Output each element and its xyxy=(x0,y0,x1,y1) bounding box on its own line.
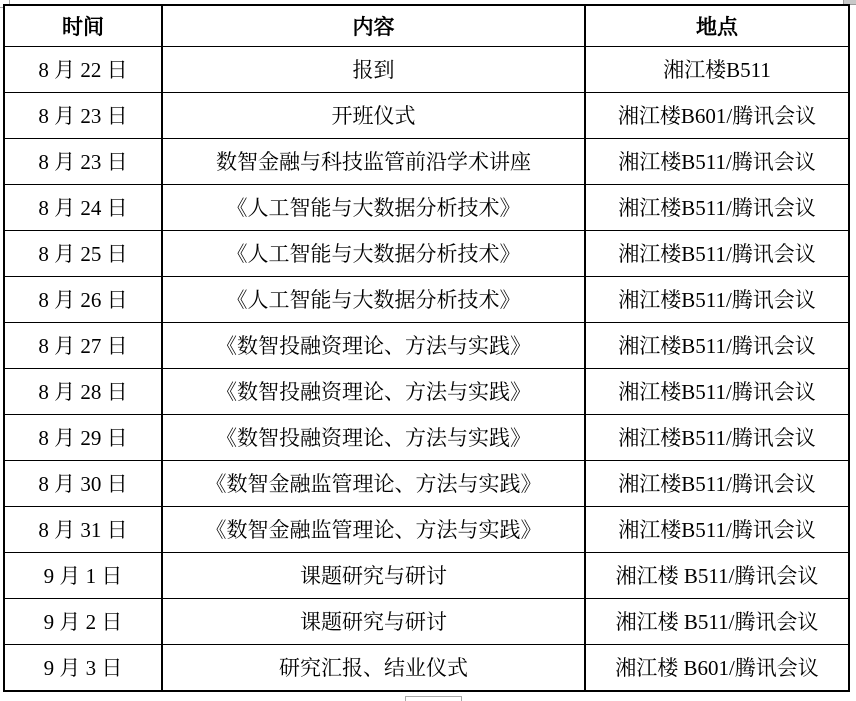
cell-content: 报到 xyxy=(162,47,585,93)
cell-content: 研究汇报、结业仪式 xyxy=(162,644,585,691)
cell-location: 湘江楼B511/腾讯会议 xyxy=(585,368,849,414)
cell-content: 《数智投融资理论、方法与实践》 xyxy=(162,368,585,414)
schedule-table xyxy=(3,4,850,692)
cell-location: 湘江楼 B511/腾讯会议 xyxy=(585,598,849,644)
cell-location: 湘江楼B511/腾讯会议 xyxy=(585,414,849,460)
cell-location: 湘江楼B511/腾讯会议 xyxy=(585,138,849,184)
header-cell-time: 时间 xyxy=(4,5,162,47)
cell-location: 湘江楼 B601/腾讯会议 xyxy=(585,644,849,691)
cell-time: 8 月 29 日 xyxy=(4,414,162,460)
cell-time: 8 月 27 日 xyxy=(4,322,162,368)
cell-location: 湘江楼B511/腾讯会议 xyxy=(585,460,849,506)
schedule-table-header xyxy=(4,5,849,47)
cell-time: 8 月 23 日 xyxy=(4,138,162,184)
cell-time: 8 月 23 日 xyxy=(4,92,162,138)
table-row xyxy=(4,322,849,368)
cell-content: 《数智金融监管理论、方法与实践》 xyxy=(162,460,585,506)
cell-time: 8 月 25 日 xyxy=(4,230,162,276)
cell-location: 湘江楼 B511/腾讯会议 xyxy=(585,552,849,598)
table-row xyxy=(4,92,849,138)
cell-location: 湘江楼B601/腾讯会议 xyxy=(585,92,849,138)
cell-time: 8 月 22 日 xyxy=(4,47,162,93)
table-row xyxy=(4,460,849,506)
table-row xyxy=(4,276,849,322)
cell-content: 《人工智能与大数据分析技术》 xyxy=(162,276,585,322)
table-row xyxy=(4,644,849,691)
cell-time: 8 月 28 日 xyxy=(4,368,162,414)
cell-content: 课题研究与研讨 xyxy=(162,552,585,598)
table-row xyxy=(4,47,849,93)
cell-location: 湘江楼B511 xyxy=(585,47,849,93)
schedule-table-body xyxy=(4,47,849,692)
cell-location: 湘江楼B511/腾讯会议 xyxy=(585,184,849,230)
cell-content: 《人工智能与大数据分析技术》 xyxy=(162,184,585,230)
cell-time: 8 月 26 日 xyxy=(4,276,162,322)
cell-location: 湘江楼B511/腾讯会议 xyxy=(585,276,849,322)
cell-time: 8 月 24 日 xyxy=(4,184,162,230)
table-row xyxy=(4,138,849,184)
cell-content: 《数智投融资理论、方法与实践》 xyxy=(162,322,585,368)
table-row xyxy=(4,368,849,414)
cell-content: 《人工智能与大数据分析技术》 xyxy=(162,230,585,276)
table-row xyxy=(4,230,849,276)
cell-location: 湘江楼B511/腾讯会议 xyxy=(585,322,849,368)
table-row xyxy=(4,598,849,644)
header-row xyxy=(4,5,849,47)
table-row xyxy=(4,552,849,598)
cell-content: 开班仪式 xyxy=(162,92,585,138)
cell-time: 9 月 1 日 xyxy=(4,552,162,598)
cell-content: 《数智投融资理论、方法与实践》 xyxy=(162,414,585,460)
cell-content: 《数智金融监管理论、方法与实践》 xyxy=(162,506,585,552)
table-row xyxy=(4,414,849,460)
cell-time: 9 月 2 日 xyxy=(4,598,162,644)
header-cell-location: 地点 xyxy=(585,5,849,47)
table-resize-handle-artifact xyxy=(405,696,462,701)
cell-location: 湘江楼B511/腾讯会议 xyxy=(585,506,849,552)
table-row xyxy=(4,184,849,230)
cell-time: 8 月 31 日 xyxy=(4,506,162,552)
cell-content: 课题研究与研讨 xyxy=(162,598,585,644)
cell-time: 9 月 3 日 xyxy=(4,644,162,691)
table-row xyxy=(4,506,849,552)
cell-time: 8 月 30 日 xyxy=(4,460,162,506)
cell-content: 数智金融与科技监管前沿学术讲座 xyxy=(162,138,585,184)
cell-location: 湘江楼B511/腾讯会议 xyxy=(585,230,849,276)
header-cell-content: 内容 xyxy=(162,5,585,47)
